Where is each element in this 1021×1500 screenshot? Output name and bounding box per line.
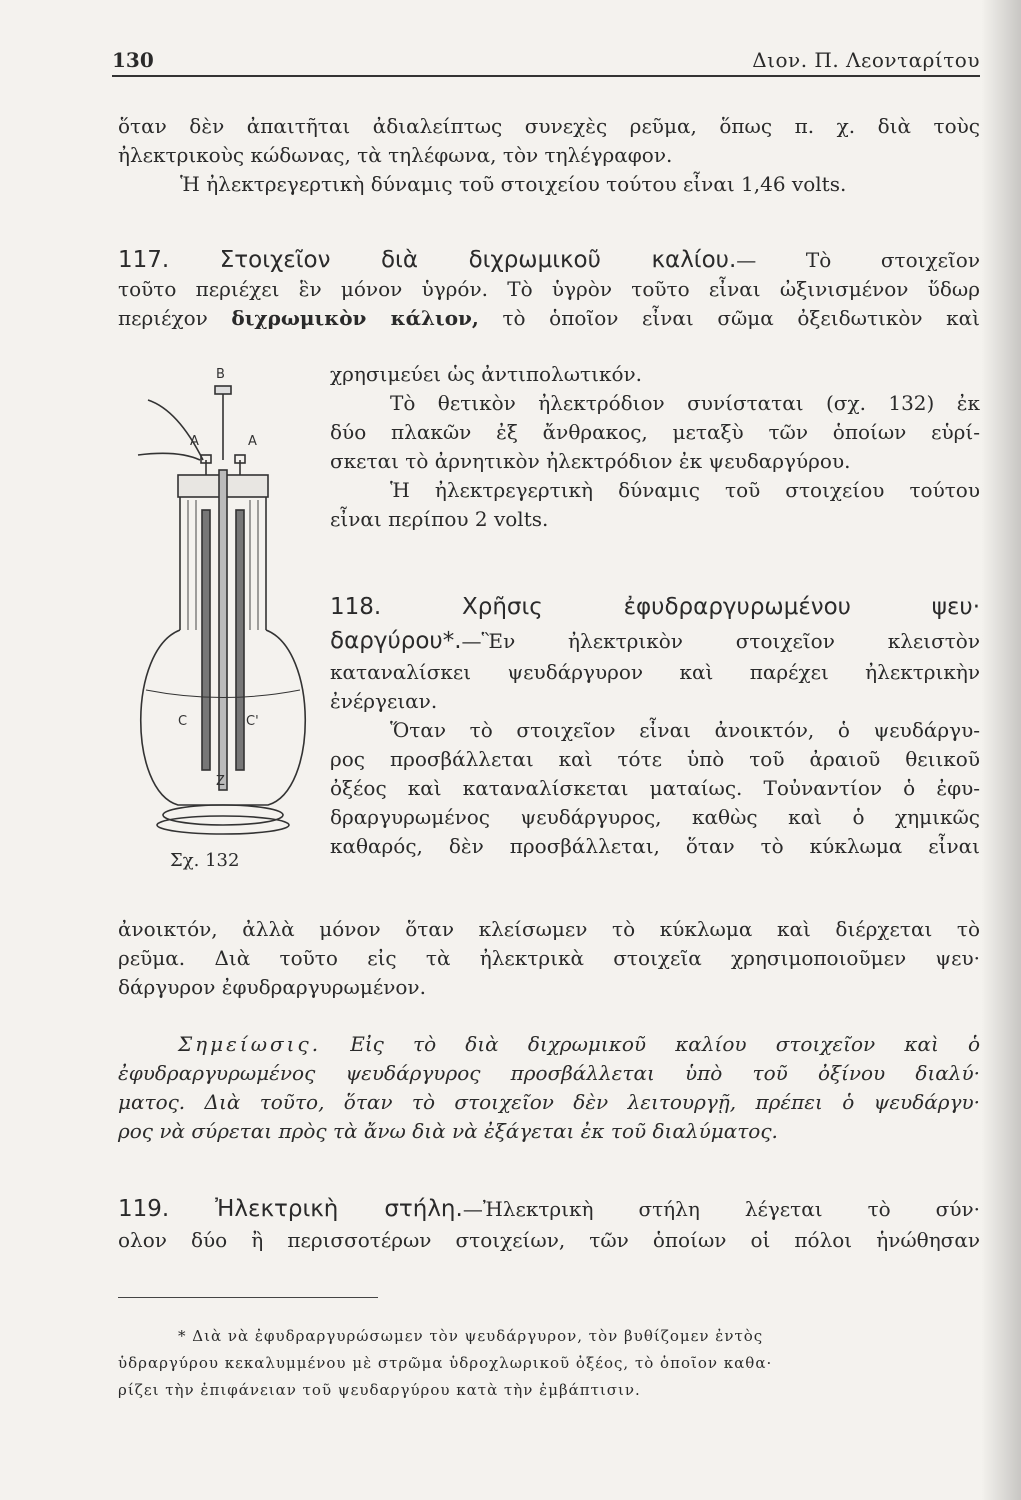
heading-tail: —Ἠλεκτρικὴ στήλη λέγεται τὸ σύν· — [462, 1197, 980, 1221]
text-line: Ὅταν τὸ στοιχεῖον εἶναι ἀνοικτόν, ὁ ψευδάργυ- — [390, 718, 980, 742]
text-fragment: τὸ ὁποῖον εἶναι σῶμα ὀξειδωτικὸν καὶ — [502, 306, 981, 330]
text-line — [118, 304, 980, 333]
section-117-continued — [330, 360, 980, 534]
text-line: δραργυρωμένος ψευδάργυρος, καθὼς καὶ ὁ χημικῶς — [330, 805, 980, 829]
text-line: ὅταν δὲν ἀπαιτῆται ἀδιαλείπτως συνεχὲς ρεῦμα, ὅπως π. χ. διὰ τοὺς — [118, 114, 980, 138]
section-117 — [118, 246, 980, 333]
text-line: Τὸ θετικὸν ἠλεκτρόδιον συνίσταται (σχ. 132) ἐκ — [390, 391, 980, 415]
intro-paragraph — [118, 112, 980, 199]
bold-term: διχρωμικὸν κάλιον, — [231, 306, 479, 330]
note-label: Σημείωσις. — [178, 1032, 322, 1056]
footnote-line: * Διὰ νὰ ἐφυδραργυρώσωμεν τὸν ψευδάργυρον, τὸν βυθίζομεν ἐντὸς — [178, 1327, 764, 1345]
section-heading: 118. Χρῆσις ἐφυδραργυρωμένου ψευ· — [330, 594, 980, 620]
figure-caption: Σχ. 132 — [170, 850, 240, 871]
text-fragment: περιέχον — [118, 306, 208, 330]
running-head: Διον. Π. Λεονταρίτου — [752, 48, 980, 72]
text-line: ρεῦμα. Διὰ τοῦτο εἰς τὰ ἠλεκτρικὰ στοιχεῖα χρησιμοποιοῦμεν ψευ· — [118, 946, 980, 970]
note-line: ἐφυδραργυρωμένος ψευδάργυρος προσβάλλεται ὑπὸ τοῦ ὀξίνου διαλύ· — [118, 1061, 980, 1085]
text-line: ἠλεκτρικοὺς κώδωνας, τὰ τηλέφωνα, τὸν τηλέγραφον. — [118, 143, 673, 167]
text-line: δάργυρον ἐφυδραργυρωμένον. — [118, 975, 426, 999]
text-line: Ἡ ἠλεκτρεγερτικὴ δύναμις τοῦ στοιχείου τούτου εἶναι 1,46 volts. — [180, 172, 847, 196]
note — [118, 1030, 980, 1146]
text-line: ἐνέργειαν. — [330, 689, 438, 713]
text-line: ολον δύο ἢ περισσοτέρων στοιχείων, τῶν ὁποίων οἱ πόλοι ἡνώθησαν — [118, 1228, 980, 1252]
footnote-rule — [118, 1297, 378, 1298]
footnote-line: ὑδραργύρου κεκαλυμμένου μὲ στρῶμα ὑδροχλωρικοῦ ὀξέος, τὸ ὁποῖον καθα· — [118, 1354, 773, 1372]
page-edge-shadow — [981, 0, 1021, 1500]
section-heading-line — [330, 624, 980, 658]
figure-132 — [118, 360, 328, 880]
label-c-left: C — [178, 714, 188, 729]
note-line — [118, 1030, 980, 1059]
text-line: ὀξέος καὶ καταναλίσκεται ματαίως. Τοὐναντίον ὁ ἐφυ- — [330, 776, 980, 800]
note-line: ματος. Διὰ τοῦτο, ὅταν τὸ στοιχεῖον δὲν λειτουργῇ, πρέπει ὁ ψευδάργυ· — [118, 1090, 980, 1114]
label-b: B — [216, 367, 225, 382]
section-heading: 119. Ἠλεκτρικὴ στήλη. — [118, 1196, 463, 1222]
text-line: χρησιμεύει ὡς ἀντιπολωτικόν. — [330, 362, 643, 386]
section-heading-line — [118, 1192, 980, 1226]
text-line: καθαρός, δὲν προσβάλλεται, ὅταν τὸ κύκλωμα εἶναι — [330, 834, 980, 858]
label-z: Z — [216, 774, 225, 789]
header-rule — [112, 75, 980, 77]
page-header — [112, 44, 980, 78]
text-line: ἀνοικτόν, ἀλλὰ μόνον ὅταν κλείσωμεν τὸ κύκλωμα καὶ διέρχεται τὸ — [118, 917, 980, 941]
text-line: εἶναι περίπου 2 volts. — [330, 507, 549, 531]
section-118 — [330, 590, 980, 861]
text-line: δύο πλακῶν ἐξ ἄνθρακος, μεταξὺ τῶν ὁποίων εὑρί- — [330, 420, 980, 444]
page-number: 130 — [112, 48, 154, 72]
text-line: τοῦτο περιέχει ἓν μόνον ὑγρόν. Τὸ ὑγρὸν τοῦτο εἶναι ὠξινισμένον ὕδωρ — [118, 277, 980, 301]
section-heading: 117. Στοιχεῖον διὰ διχρωμικοῦ καλίου. — [118, 247, 737, 273]
note-text: Εἰς τὸ διὰ διχρωμικοῦ καλίου στοιχεῖον καὶ ὁ — [350, 1032, 980, 1056]
label-a-right: A — [248, 434, 257, 449]
text-line: ρος προσβάλλεται καὶ τότε ὑπὸ τοῦ ἀραιοῦ θειικοῦ — [330, 747, 980, 771]
text-line: καταναλίσκει ψευδάργυρον καὶ παρέχει ἠλεκτρικὴν — [330, 660, 980, 684]
note-line: ρος νὰ σύρεται πρὸς τὰ ἄνω διὰ νὰ ἐξάγεται ἐκ τοῦ διαλύματος. — [118, 1119, 778, 1143]
label-c-right: C' — [246, 714, 259, 729]
footnote — [118, 1323, 986, 1404]
section-heading: δαργύρου*. — [330, 628, 462, 654]
text-line: σκεται τὸ ἀρνητικὸν ἠλεκτρόδιον ἐκ ψευδαργύρου. — [330, 449, 851, 473]
heading-tail: —Ἓν ἠλεκτρικὸν στοιχεῖον κλειστὸν — [461, 629, 980, 653]
text-line: Ἡ ἠλεκτρεγερτικὴ δύναμις τοῦ στοιχείου τούτου — [390, 478, 980, 502]
section-heading-line — [118, 246, 980, 275]
section-119 — [118, 1192, 980, 1255]
battery-illustration — [118, 360, 328, 840]
heading-tail: — Τὸ στοιχεῖον — [736, 248, 980, 272]
footnote-line: ρίζει τὴν ἐπιφάνειαν τοῦ ψευδαργύρου κατὰ τὴν ἐμβάπτισιν. — [118, 1381, 641, 1399]
label-a-left: A — [190, 434, 199, 449]
section-118-continued — [118, 915, 980, 1002]
